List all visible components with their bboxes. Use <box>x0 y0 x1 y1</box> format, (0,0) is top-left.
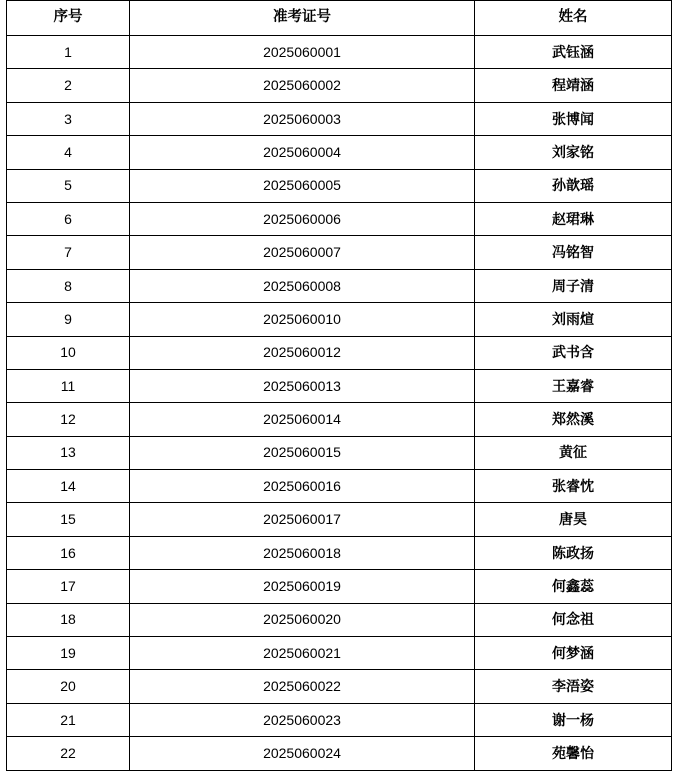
cell-name: 何鑫蕊 <box>475 570 672 603</box>
cell-name: 黄征 <box>475 436 672 469</box>
table-row <box>7 637 672 670</box>
cell-sequence: 7 <box>7 236 130 269</box>
cell-name: 程靖涵 <box>475 69 672 102</box>
table-body <box>7 36 672 771</box>
cell-ticket-number: 2025060012 <box>130 336 475 369</box>
cell-sequence: 3 <box>7 102 130 135</box>
cell-ticket-number: 2025060018 <box>130 536 475 569</box>
table-row <box>7 36 672 69</box>
cell-name: 陈政扬 <box>475 536 672 569</box>
cell-ticket-number: 2025060004 <box>130 136 475 169</box>
cell-name: 张睿忱 <box>475 470 672 503</box>
cell-name: 武书含 <box>475 336 672 369</box>
table-header-row <box>7 1 672 36</box>
table-row <box>7 503 672 536</box>
cell-ticket-number: 2025060001 <box>130 36 475 69</box>
cell-ticket-number: 2025060013 <box>130 369 475 402</box>
cell-name: 张博闻 <box>475 102 672 135</box>
cell-ticket-number: 2025060007 <box>130 236 475 269</box>
roster-table <box>6 0 672 771</box>
cell-sequence: 18 <box>7 603 130 636</box>
cell-ticket-number: 2025060022 <box>130 670 475 703</box>
cell-sequence: 13 <box>7 436 130 469</box>
cell-ticket-number: 2025060005 <box>130 169 475 202</box>
table-row <box>7 269 672 302</box>
cell-name: 王嘉睿 <box>475 369 672 402</box>
table-header <box>7 1 672 36</box>
cell-sequence: 6 <box>7 202 130 235</box>
cell-ticket-number: 2025060014 <box>130 403 475 436</box>
cell-name: 何梦涵 <box>475 637 672 670</box>
cell-sequence: 12 <box>7 403 130 436</box>
cell-sequence: 8 <box>7 269 130 302</box>
table-row <box>7 236 672 269</box>
cell-ticket-number: 2025060002 <box>130 69 475 102</box>
table-row <box>7 703 672 736</box>
column-header-name: 姓名 <box>475 1 672 36</box>
cell-sequence: 2 <box>7 69 130 102</box>
cell-sequence: 22 <box>7 737 130 770</box>
cell-name: 赵珺琳 <box>475 202 672 235</box>
table-row <box>7 369 672 402</box>
cell-name: 李浯姿 <box>475 670 672 703</box>
table-row <box>7 102 672 135</box>
cell-ticket-number: 2025060021 <box>130 637 475 670</box>
cell-ticket-number: 2025060017 <box>130 503 475 536</box>
cell-sequence: 14 <box>7 470 130 503</box>
cell-name: 冯铭智 <box>475 236 672 269</box>
table-row <box>7 570 672 603</box>
table-row <box>7 470 672 503</box>
cell-name: 何念祖 <box>475 603 672 636</box>
cell-sequence: 21 <box>7 703 130 736</box>
cell-sequence: 17 <box>7 570 130 603</box>
cell-sequence: 5 <box>7 169 130 202</box>
cell-ticket-number: 2025060024 <box>130 737 475 770</box>
table-row <box>7 303 672 336</box>
table-row <box>7 169 672 202</box>
table-row <box>7 202 672 235</box>
table-row <box>7 670 672 703</box>
cell-sequence: 15 <box>7 503 130 536</box>
cell-sequence: 11 <box>7 369 130 402</box>
cell-name: 孙歆瑶 <box>475 169 672 202</box>
table-row <box>7 436 672 469</box>
cell-name: 周子清 <box>475 269 672 302</box>
cell-name: 苑馨怡 <box>475 737 672 770</box>
cell-sequence: 1 <box>7 36 130 69</box>
cell-ticket-number: 2025060016 <box>130 470 475 503</box>
cell-sequence: 19 <box>7 637 130 670</box>
cell-name: 刘雨煊 <box>475 303 672 336</box>
cell-ticket-number: 2025060015 <box>130 436 475 469</box>
cell-sequence: 10 <box>7 336 130 369</box>
cell-ticket-number: 2025060008 <box>130 269 475 302</box>
table-row <box>7 603 672 636</box>
table-row <box>7 536 672 569</box>
column-header-sequence: 序号 <box>7 1 130 36</box>
cell-ticket-number: 2025060003 <box>130 102 475 135</box>
cell-sequence: 4 <box>7 136 130 169</box>
table-row <box>7 336 672 369</box>
cell-sequence: 20 <box>7 670 130 703</box>
cell-ticket-number: 2025060020 <box>130 603 475 636</box>
cell-ticket-number: 2025060023 <box>130 703 475 736</box>
column-header-ticket-number: 准考证号 <box>130 1 475 36</box>
cell-name: 郑然溪 <box>475 403 672 436</box>
cell-sequence: 9 <box>7 303 130 336</box>
cell-ticket-number: 2025060006 <box>130 202 475 235</box>
table-row <box>7 403 672 436</box>
table-row <box>7 737 672 770</box>
cell-sequence: 16 <box>7 536 130 569</box>
cell-ticket-number: 2025060019 <box>130 570 475 603</box>
cell-name: 唐昊 <box>475 503 672 536</box>
cell-name: 谢一杨 <box>475 703 672 736</box>
cell-name: 刘家铭 <box>475 136 672 169</box>
table-row <box>7 136 672 169</box>
table-row <box>7 69 672 102</box>
cell-ticket-number: 2025060010 <box>130 303 475 336</box>
cell-name: 武钰涵 <box>475 36 672 69</box>
